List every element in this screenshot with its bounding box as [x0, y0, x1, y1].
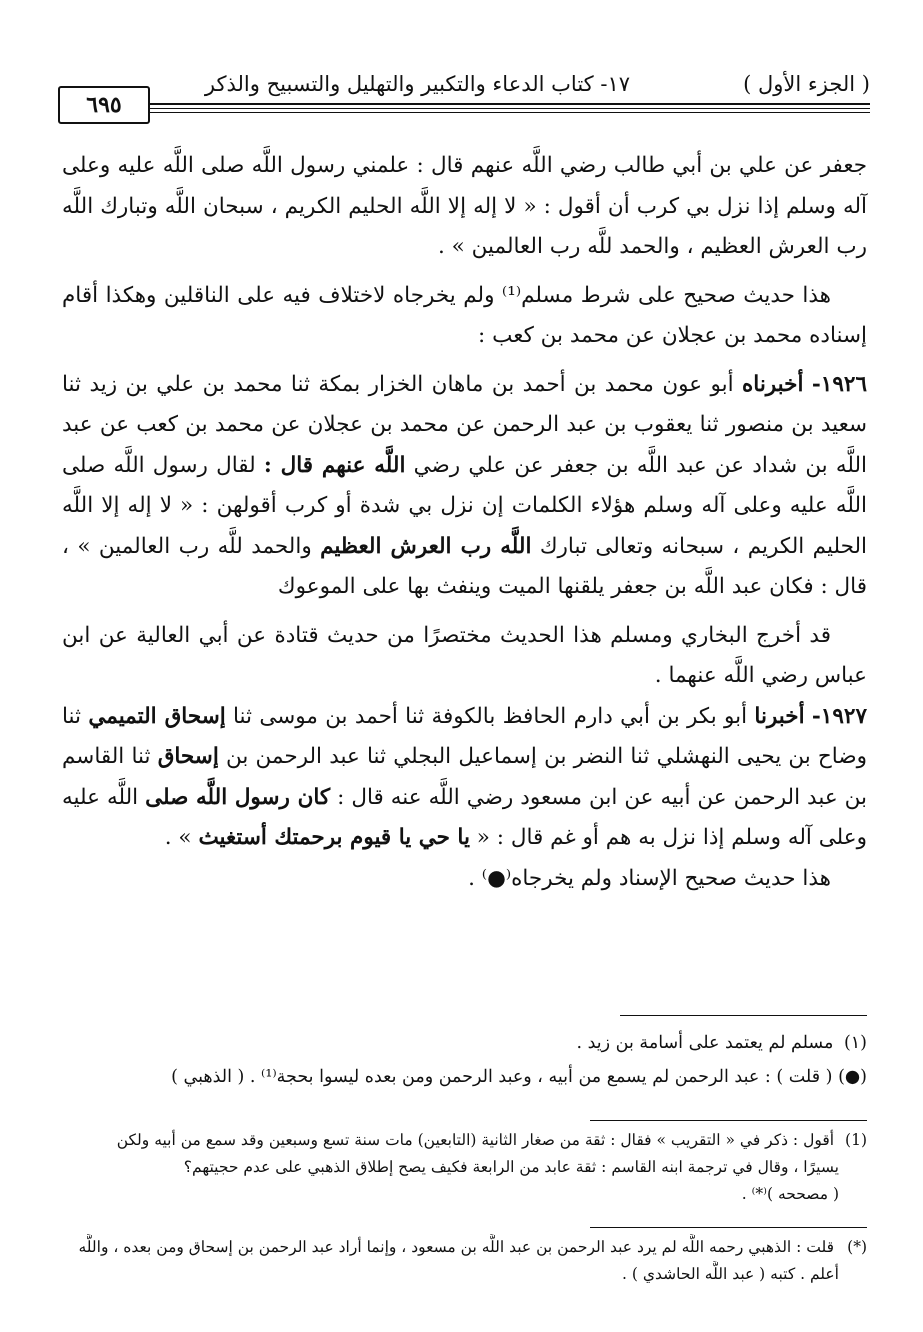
editor-note-rule — [590, 1120, 867, 1121]
hadith-keyword: أخبرناه — [742, 371, 804, 397]
hadith-1926 — [62, 365, 867, 608]
editor-note-line: يسيرًا ، وقال في ترجمة ابنه القاسم : ثقة عابد من الرابعة فكيف يصح إطلاق الذهبي على عدم حجيتهم؟ — [183, 1158, 839, 1176]
hadith-text: ثنا وضاح بن يحيى النهشلي ثنا النضر بن إسماعيل البجلي ثنا عبد الرحمن بن — [62, 703, 867, 769]
paragraph: هذا حديث صحيح على شرط مسلم⁽¹⁾ ولم يخرجاه لاختلاف فيه على الناقلين وهكذا أقام إسناده محمد بن عجلان عن محمد بن كعب : — [62, 282, 867, 348]
hadith-bold: كان رسول اللَّه صلى — [145, 784, 331, 810]
editor-note-line — [62, 1127, 867, 1154]
footnote — [62, 1060, 867, 1094]
editor-note-line — [62, 1234, 867, 1261]
hadith-text: أبو عون محمد بن أحمد بن ماهان الخزار بمكة ثنا محمد بن علي بن زيد ثنا سعيد بن منصور ثنا يعقوب بن عبد الرحمن عن محمد بن عجلان عن محمد بن كعب عن عبد اللَّه بن شداد عن عبد اللَّه بن جعفر عن علي رضي — [62, 371, 868, 478]
hadith-keyword: أخبرنا — [754, 703, 805, 729]
editor-note-line: ( مصححه )⁽*⁾ . — [741, 1185, 839, 1203]
hadith-bold: يا حي يا قيوم برحمتك أستغيث — [198, 825, 470, 850]
hadith-text: أبو بكر بن أبي دارم الحافظ بالكوفة ثنا أحمد بن موسى ثنا — [225, 703, 755, 729]
note-text: أقول : ذكر في « التقريب » فقال : ثقة من صغار الثانية (التابعين) مات سنة تسع وسبعين وقد سمع من أبيه ولكن — [116, 1131, 835, 1149]
hadith-text: والحمد للَّه رب العالمين » ، قال : فكان عبد اللَّه بن جعفر يلقنها الميت وينفث بها على الموعوك — [62, 533, 867, 599]
hadith-text: لقال رسول اللَّه صلى اللَّه عليه وعلى آله وسلم هؤلاء الكلمات إن نزل بي شدة أو كرب أقولهن : « لا إله إلا اللَّه الحليم الكريم ، سبحانه وتعالى تبارك — [62, 452, 867, 559]
hadith-bold: اللَّه رب العرش العظيم — [320, 533, 532, 559]
footnotes — [62, 1026, 867, 1094]
header-rule — [148, 112, 870, 113]
footnote-rule — [620, 1015, 867, 1016]
footnote — [62, 1026, 867, 1060]
footnote-mark: (●) — [838, 1067, 867, 1087]
hadith-text: ثنا القاسم بن عبد الرحمن عن أبيه عن ابن مسعود رضي اللَّه عنه قال : — [62, 744, 867, 810]
hadith-text: اللَّه عليه وعلى آله وسلم إذا نزل به هم أو غم قال : « — [62, 784, 867, 850]
paragraph: قد أخرج البخاري ومسلم هذا الحديث مختصرًا من حديث قتادة عن أبي العالية عن ابن عباس رضي اللَّه عنهما . — [62, 622, 867, 688]
hadith-1927 — [62, 697, 867, 859]
hadith-bold: إسحاق التميمي — [88, 703, 226, 729]
paragraph: جعفر عن علي بن أبي طالب رضي اللَّه عنهم قال : علمني رسول اللَّه صلى اللَّه عليه وعلى آله وسلم إذا نزل بي كرب أن أقول : « لا إله إلا اللَّه الحليم الكريم ، سبحان اللَّه وتبارك اللَّه رب العرش العظيم ، والحمد للَّه رب العالمين » . — [62, 153, 867, 259]
footnote-text: مسلم لم يعتمد على أسامة بن زيد . — [576, 1033, 834, 1053]
page-header — [58, 70, 870, 130]
editor-note-line: أعلم . كتبه ( عبد اللَّه الحاشدي ) . — [622, 1265, 839, 1283]
main-text — [62, 146, 867, 899]
editor-note-2 — [62, 1234, 867, 1288]
footnote-mark: (١) — [843, 1033, 867, 1053]
page-number: ٦٩٥ — [58, 86, 150, 124]
chapter-title: ١٧- كتاب الدعاء والتكبير والتهليل والتسبيح والذكر — [204, 72, 630, 96]
note-mark: (*) — [847, 1238, 867, 1256]
footnote-text: ( قلت ) : عبد الرحمن لم يسمع من أبيه ، وعبد الرحمن ومن بعده ليسوا بحجة⁽¹⁾ . ( الذهبي ) — [171, 1067, 833, 1087]
header-rule — [148, 108, 870, 109]
note-mark: (1) — [845, 1131, 867, 1149]
editor-note-1 — [62, 1127, 867, 1208]
hadith-text: » . — [164, 825, 199, 850]
hadith-bold: إسحاق — [157, 744, 219, 769]
volume-label: ( الجزء الأول ) — [743, 72, 870, 96]
editor-note-rule — [590, 1227, 867, 1228]
hadith-number: ١٩٢٦- — [811, 371, 867, 397]
paragraph: هذا حديث صحيح الإسناد ولم يخرجاه⁽●⁾ . — [468, 865, 831, 891]
hadith-bold: اللَّه عنهم قال : — [263, 452, 406, 478]
header-rule — [148, 103, 870, 105]
hadith-number: ١٩٢٧- — [811, 703, 867, 729]
note-text: قلت : الذهبي رحمه اللَّه لم يرد عبد الرحمن بن عبد اللَّه بن مسعود ، وإنما أراد عبد الرحمن بن إسحاق ومن بعده ، واللَّه — [78, 1238, 835, 1256]
